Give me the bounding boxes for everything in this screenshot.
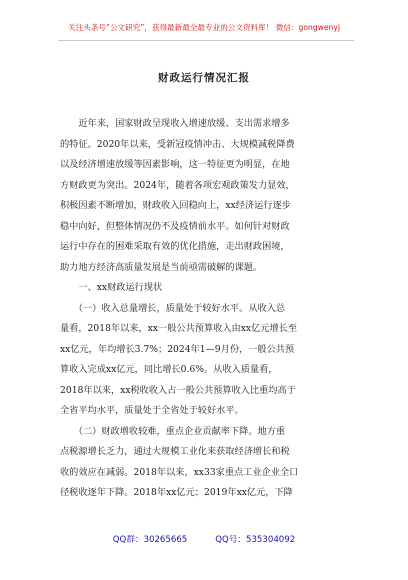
body-line: 运行中存在的困难采取有效的优化措施，走出财政困境， bbox=[60, 241, 290, 252]
body-line: 助力地方经济高质量发展是当前亟需破解的课题。 bbox=[60, 261, 263, 273]
body-line: 的特征。2020年以来，受新冠疫情冲击、大规模减税降费 bbox=[60, 138, 295, 150]
body-line: xx亿元，年均增长3.7%；2024年1—9月份，一般公共预 bbox=[60, 343, 295, 355]
body-line: 2018年以来，xx税收收入占一般公共预算收入比重均高于 bbox=[60, 384, 296, 396]
body-line: 收的效应在减弱。2018年以来，xx33家重点工业企业全口 bbox=[60, 466, 299, 478]
body-line: 径税收逐年下降。2018年xx亿元；2019年xx亿元，下降 bbox=[60, 487, 293, 498]
body-line: 算收入完成xx亿元，同比增长0.6%。从收入质量看， bbox=[60, 364, 278, 375]
body-line: （二）财政增收较难，重点企业贡献率下降。地方重 bbox=[60, 425, 286, 437]
body-line: 量看，2018年以来，xx一般公共预算收入由xx亿元增长至 bbox=[60, 323, 298, 334]
footer-contact bbox=[0, 533, 408, 545]
body-line: 方财政更为突出。2024年，随着各项宏观政策发力显效， bbox=[60, 179, 295, 191]
section-heading: 一、xx财政运行现状 bbox=[60, 282, 163, 293]
body-line: 以及经济增速放缓等因素影响，这一特征更为明显，在地 bbox=[60, 159, 290, 170]
header-divider bbox=[58, 40, 354, 41]
footer-qq-group: QQ群：30265665 bbox=[112, 535, 188, 545]
document-body bbox=[60, 114, 360, 504]
body-line: 稳中向好，但整体情况仍不及疫情前水平。如何针对财政 bbox=[60, 220, 290, 232]
body-line: 近年来，国家财政呈现收入增速放缓、支出需求增多 bbox=[60, 118, 290, 129]
body-line: 点税源增长乏力，通过大规模工业化来获取经济增长和税 bbox=[60, 446, 290, 457]
body-line: （一）收入总量增长，质量处于较好水平。从收入总 bbox=[60, 302, 286, 314]
document-title: 财政运行情况汇报 bbox=[158, 72, 250, 84]
header-banner: 关注头条号“公文研究”，获得最新最全最专业的公文资料库！ 微信：gongwenyj bbox=[68, 23, 340, 32]
body-line: 全省平均水平，质量处于全省处于较好水平。 bbox=[60, 405, 244, 416]
footer-qq-number: QQ号：535304092 bbox=[215, 535, 296, 545]
body-line: 积极因素不断增加，财政收入回稳向上，xx经济运行逐步 bbox=[60, 200, 291, 211]
